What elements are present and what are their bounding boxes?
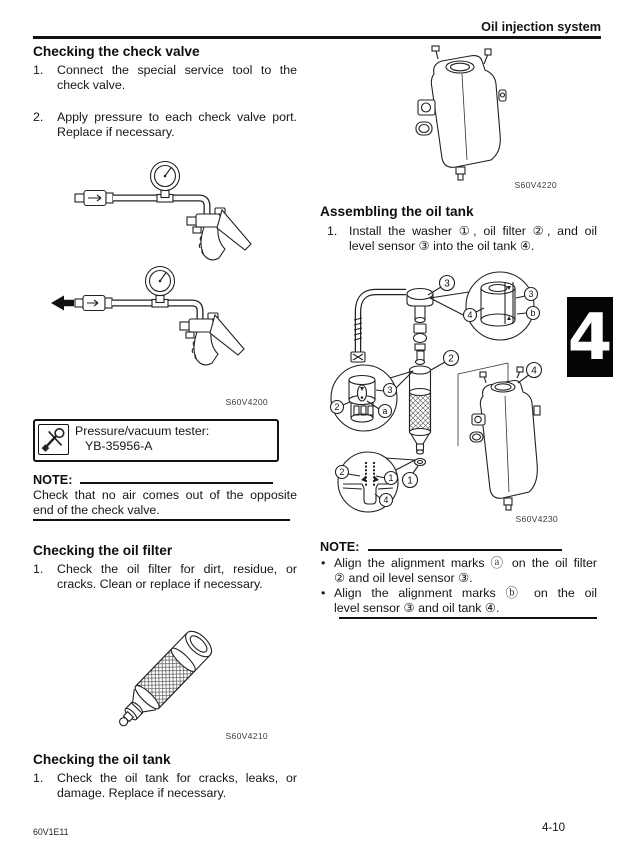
- text-line: ② and oil level sensor ③.: [334, 571, 473, 586]
- callout-washer: 1: [407, 475, 413, 487]
- direction-arrow-icon: [51, 296, 74, 311]
- note-label: NOTE:: [33, 473, 73, 487]
- callout-detail-b-sensor: 3: [387, 385, 393, 395]
- note-rule: [80, 482, 273, 484]
- text-line: level sensor ③ into the oil tank ④.: [349, 239, 535, 254]
- section-heading-oil-filter: Checking the oil filter: [33, 543, 173, 558]
- text-line: Check the oil tank for cracks, leaks, or: [57, 771, 297, 785]
- section-heading-oil-tank: Checking the oil tank: [33, 752, 171, 767]
- section-heading-assembling: Assembling the oil tank: [320, 204, 474, 219]
- tool-part-number: YB-35956-A: [85, 439, 153, 453]
- step-text: [57, 771, 297, 801]
- text-line: Install the washer ①, oil filter ②, and oil: [349, 224, 597, 238]
- tool-name: Pressure/vacuum tester:: [75, 424, 210, 438]
- step-text: [57, 562, 297, 592]
- oil-tank-figure: [372, 42, 542, 184]
- step-text: [57, 63, 297, 93]
- footer-page-number: 4-10: [541, 822, 565, 834]
- text-line: end of the check valve.: [33, 503, 160, 518]
- step-text: [57, 110, 297, 140]
- tool-icon-box: [38, 424, 69, 455]
- callout-detail-c-filter: 2: [339, 467, 345, 477]
- text-line: cracks. Clean or replace if necessary.: [57, 577, 263, 592]
- text-line: Align the alignment marks ⓐ on the oil filter: [334, 556, 597, 570]
- footer-doc-code: 60V1E11: [33, 827, 69, 837]
- bullet-icon: •: [321, 556, 326, 570]
- step-number: 1.: [33, 562, 44, 576]
- text-line: Check the oil filter for dirt, residue, or: [57, 562, 297, 576]
- figure-code: S60V4210: [225, 731, 268, 741]
- text-line: Connect the special service tool to the: [57, 63, 297, 77]
- note-rule: [368, 549, 562, 551]
- text-line: Apply pressure to each check valve port.: [57, 110, 297, 124]
- pressure-tester-figure: [55, 148, 305, 266]
- callout-filter: 2: [448, 353, 454, 365]
- callout-detail-b-filter: 2: [334, 402, 340, 412]
- callout-sensor: 3: [444, 278, 450, 290]
- callout-detail-c-washer: 1: [388, 473, 394, 483]
- pressure-tester-arrow-figure: [48, 253, 298, 371]
- oil-tank-assembly-figure: [318, 268, 568, 526]
- header-rule: [33, 36, 601, 39]
- callout-detail-a-mark: b: [530, 308, 536, 318]
- figure-code: S60V4220: [514, 180, 557, 190]
- callout-detail-c-tank: 4: [383, 495, 389, 505]
- bullet-icon: •: [321, 586, 326, 600]
- callout-detail-a-tank: 4: [467, 310, 473, 320]
- section-heading-check-valve: Checking the check valve: [33, 44, 200, 59]
- step-number: 1.: [327, 224, 338, 238]
- step-text: [349, 224, 597, 254]
- note-end-rule: [33, 519, 290, 521]
- note-text: [33, 488, 297, 518]
- note-bullet-text: [334, 586, 597, 616]
- text-line: level sensor ③ and oil tank ④.: [334, 601, 500, 616]
- callout-tank: 4: [531, 365, 537, 377]
- callout-detail-a-sensor: 3: [528, 289, 534, 299]
- note-bullet-text: [334, 556, 597, 586]
- note-label: NOTE:: [320, 540, 360, 554]
- special-tool-box: [33, 419, 279, 462]
- chapter-tab: 4: [567, 297, 613, 377]
- page-header-title: Oil injection system: [481, 20, 601, 34]
- text-line: check valve.: [57, 78, 126, 93]
- text-line: damage. Replace if necessary.: [57, 786, 227, 801]
- note-end-rule: [339, 617, 597, 619]
- step-number: 1.: [33, 771, 44, 785]
- figure-code: S60V4230: [515, 514, 558, 524]
- text-line: Align the alignment marks ⓑ on the oil: [334, 586, 597, 600]
- step-number: 1.: [33, 63, 44, 77]
- oil-filter-figure: [72, 598, 242, 743]
- tools-icon: [39, 425, 68, 454]
- callout-detail-b-mark: a: [382, 406, 388, 416]
- figure-code: S60V4200: [225, 397, 268, 407]
- text-line: Replace if necessary.: [57, 125, 175, 140]
- text-line: Check that no air comes out of the opposite: [33, 488, 297, 502]
- step-number: 2.: [33, 110, 44, 124]
